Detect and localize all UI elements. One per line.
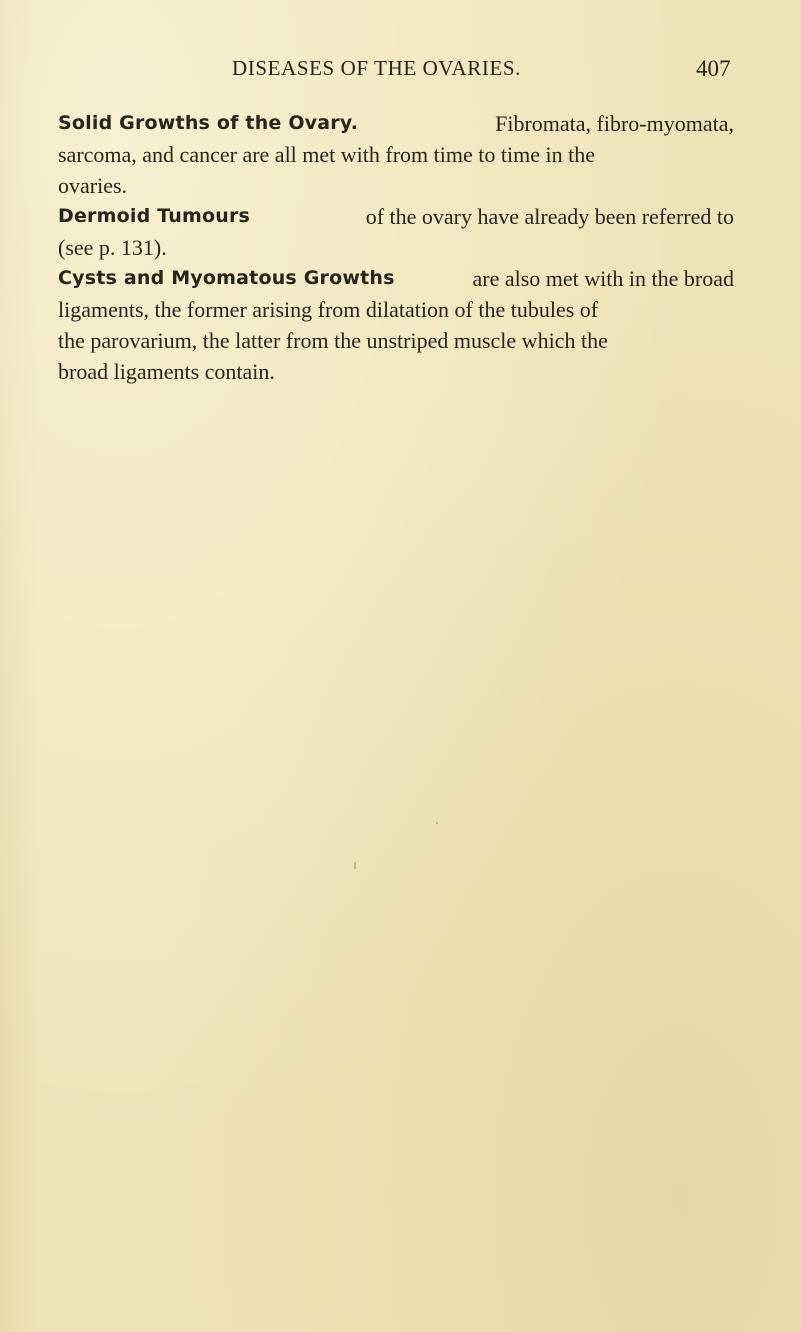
paragraph-text: the parovarium, the latter from the unstriped muscle which the [58,328,608,353]
paper-speck [354,862,356,869]
paragraph-2-line-1 [58,201,734,232]
paragraph-3-line-1 [58,263,734,294]
paragraph-1-line-2 [58,139,734,170]
paragraph-3-line-2 [58,294,734,325]
paragraph-text: broad ligaments contain. [58,359,275,384]
page-number: 407 [696,56,731,81]
paragraph-text: (see p. 131). [58,235,167,260]
paper-speck [436,822,438,824]
paragraph-heading-solid-growths: Solid Growths of the Ovary. [58,112,359,134]
paragraph-3-line-4 [58,356,734,387]
paragraph-text: ligaments, the former arising from dilatation of the tubules of [58,297,599,322]
paragraph-3-line-3 [58,325,734,356]
paragraph-2-line-2 [58,232,734,263]
paragraph-heading-cysts-myomatous: Cysts and Myomatous Growths [58,267,395,289]
body-text [58,108,734,387]
paragraph-text: Fibromata, fibro-myomata, [495,111,734,136]
paragraph-text: sarcoma, and cancer are all met with from time to time in the [58,142,595,167]
paragraph-heading-dermoid-tumours: Dermoid Tumours [58,205,251,227]
paragraph-1-line-1 [58,108,734,139]
paragraph-1-line-3 [58,170,734,201]
paragraph-text: of the ovary have already been referred to [365,204,734,229]
paragraph-text: are also met with in the broad [472,266,734,291]
paragraph-text: ovaries. [58,173,128,198]
running-head [0,56,801,86]
running-title: DISEASES OF THE OVARIES. [232,56,521,80]
